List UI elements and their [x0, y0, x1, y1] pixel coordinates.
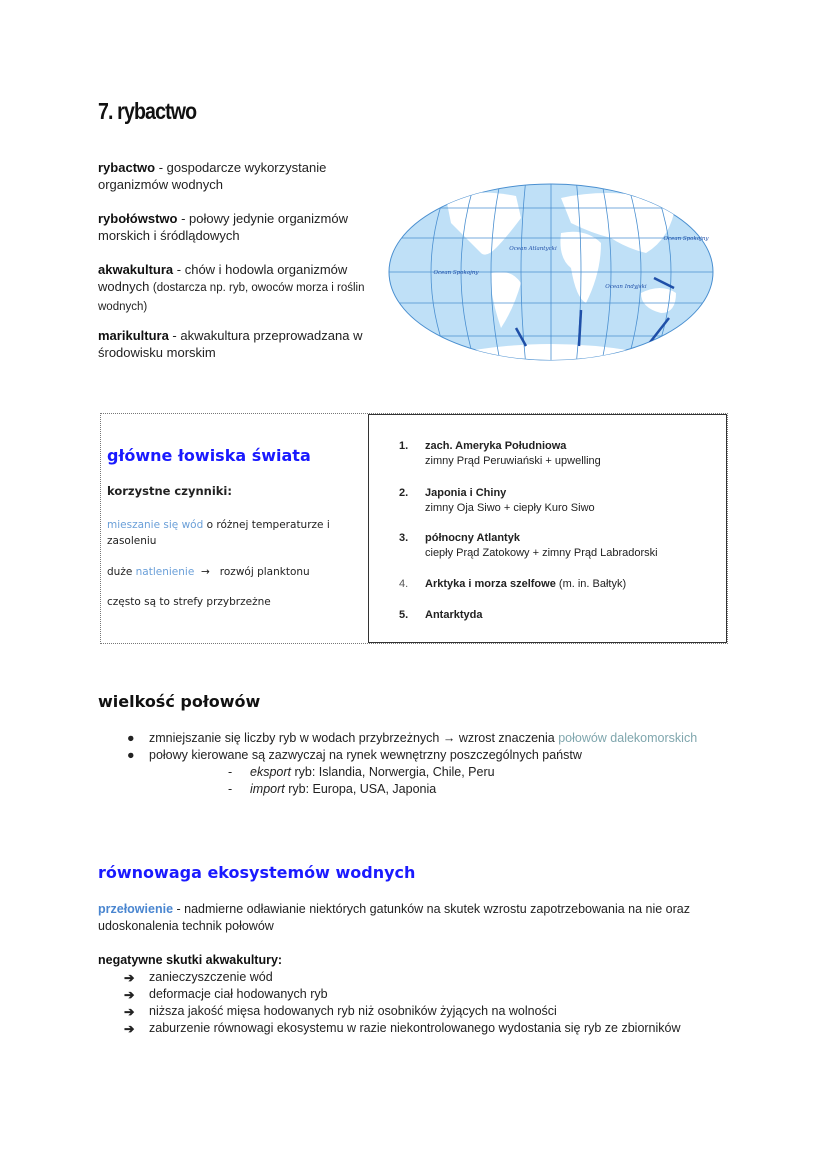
- effect-item: ➔ zanieczyszczenie wód: [124, 970, 273, 985]
- factor-mixing: [107, 517, 357, 549]
- term: rybołówstwo: [98, 211, 178, 226]
- effect-item: ➔ niższa jakość mięsa hodowanych ryb niż osobników żyjących na wolności: [124, 1004, 557, 1019]
- bullet-item: ● zmniejszanie się liczby ryb w wodach przybrzeżnych → wzrost znaczenia połowów dalekomorskich: [127, 731, 698, 745]
- arrow-icon: ➔: [124, 1022, 135, 1036]
- fishing-grounds-list: 1. zach. Ameryka Południowa zimny Prąd Peruwiański + upwelling 2. Japonia i Chiny zimny Oja Siwo + ciepły Kuro Siwo 3. północny Atlantyk ciepły Prąd Zatokowy + zimny Prąd Labradorski 4. Arktyka i morza szelfowe (m. in. Bałtyk) 5. Antarktyda: [368, 414, 727, 643]
- effect-item: ➔ zaburzenie równowagi ekosystemu w razie niekontrolowanego wydostania się ryb ze zbiorników: [124, 1021, 681, 1036]
- fishing-grounds-box: [100, 413, 728, 644]
- map-label: Ocean Spokojny: [433, 270, 479, 276]
- effect-item: ➔ deformacje ciał hodowanych ryb: [124, 987, 328, 1002]
- definition-note: (dostarcza np. ryb, owoców morza i roślin wodnych): [98, 282, 365, 313]
- definition-akwakultura: [98, 261, 368, 316]
- term: rybactwo: [98, 160, 156, 175]
- term: akwakultura: [98, 262, 174, 277]
- negative-effects-label: negatywne skutki akwakultury:: [98, 953, 283, 967]
- definition-marikultura: [98, 327, 368, 361]
- bullet-item: ● połowy kierowane są zazwyczaj na rynek wewnętrzny poszczególnych państw: [127, 748, 582, 762]
- highlight: natlenienie: [135, 566, 195, 578]
- arrow-icon: ➔: [124, 1005, 135, 1019]
- highlight: mieszanie się wód: [107, 519, 204, 531]
- factor-text: o różnej temperaturze i zasoleniu: [107, 519, 330, 547]
- map-label: Ocean Indyjski: [605, 284, 647, 290]
- factor-text: duże: [107, 566, 136, 578]
- map-label: Ocean Spokojny: [663, 236, 709, 242]
- factors-label: korzystne czynniki:: [107, 484, 232, 498]
- catch-size-heading: wielkość połowów: [98, 692, 261, 711]
- definition-text: - połowy jedynie organizmów morskich i śródlądowych: [98, 211, 348, 243]
- world-map: [386, 178, 716, 366]
- sub-item-import: - import ryb: Europa, USA, Japonia: [228, 782, 437, 796]
- factor-coastal: często są to strefy przybrzeżne: [107, 596, 271, 608]
- ecosystem-heading: równowaga ekosystemów wodnych: [98, 863, 416, 882]
- sub-item-export: - eksport ryb: Islandia, Norwergia, Chile, Peru: [228, 765, 495, 779]
- definition-text: - akwakultura przeprowadzana w środowisku morskim: [98, 328, 363, 360]
- arrow-icon: ➔: [124, 971, 135, 985]
- map-label: Ocean Atlantycki: [509, 246, 557, 252]
- overfishing-definition: przełowienie - nadmierne odławianie niektórych gatunków na skutek wzrostu zapotrzebowania na nie oraz: [98, 902, 690, 916]
- page-title: 7. rybactwo: [98, 98, 197, 124]
- definition-text: - chów i hodowla organizmów wodnych: [98, 262, 348, 294]
- term: marikultura: [98, 328, 169, 343]
- factor-oxygen: [107, 564, 310, 580]
- definition-rybolowstwo: [98, 210, 368, 244]
- overfishing-definition-cont: udoskonalenia technik połowów: [98, 919, 274, 933]
- factor-text: rozwój planktonu: [216, 566, 310, 578]
- fishing-grounds-heading: główne łowiska świata: [107, 446, 311, 465]
- definition-text: - gospodarcze wykorzystanie organizmów wodnych: [98, 160, 327, 192]
- arrow-icon: ➔: [124, 988, 135, 1002]
- arrow-icon: →: [194, 566, 217, 578]
- definition-rybactwo: [98, 159, 368, 193]
